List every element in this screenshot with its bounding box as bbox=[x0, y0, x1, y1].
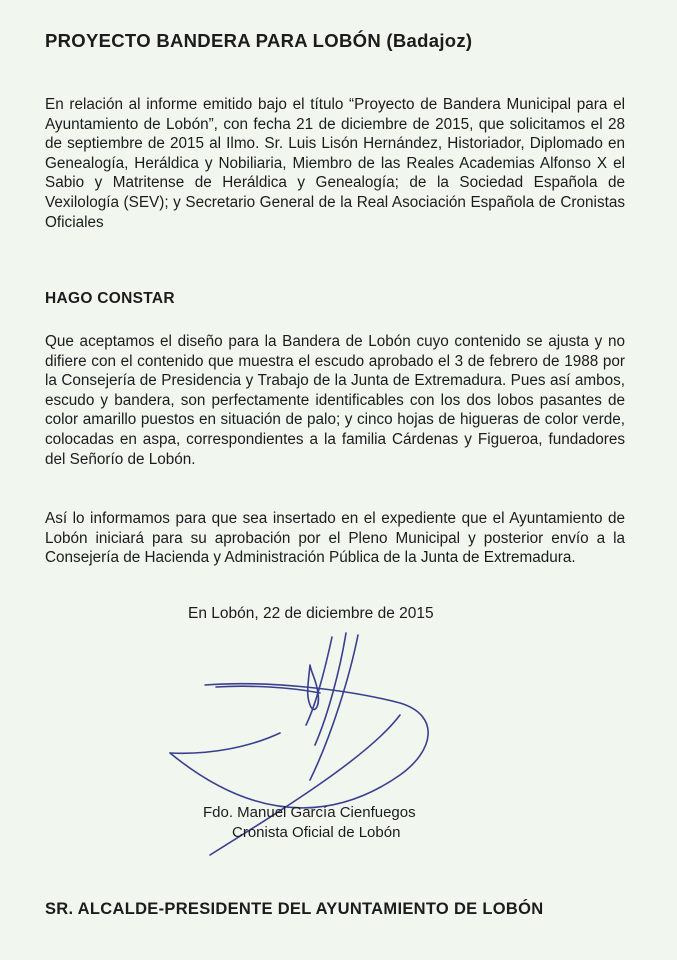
statement-paragraph: Que aceptamos el diseño para la Bandera de Lobón cuyo contenido se ajusta y no difiere con el contenido que muestra el escudo aprobado el 3 de febrero de 1988 por la Consejería de Presidencia y Trabajo de la Junta de Extremadura. Pues así ambos, escudo y bandera, son perfectamente identificables con los dos lobos pasantes de color amarillo puestos en situación de palo; y cinco hojas de higueras de color verde, colocadas en aspa, correspondientes a la familia Cárdenas y Figueroa, fundadores del Señorío de Lobón. bbox=[45, 333, 625, 468]
closing-paragraph: Así lo informamos para que sea insertado en el expediente que el Ayuntamiento de Lobón iniciará para su aprobación por el Pleno Municipal y posterior envío a la Consejería de Hacienda y Administración Pública de la Junta de Extremadura. bbox=[45, 510, 625, 567]
intro-paragraph: En relación al informe emitido bajo el título “Proyecto de Bandera Municipal para el Ayuntamiento de Lobón”, con fecha 21 de diciembre de 2015, que solicitamos el 28 de septiembre de 2015 al Ilmo. Sr. Luis Lisón Hernández, Historiador, Diplomado en Genealogía, Heráldica y Nobiliaria, Miembro de las Reales Academias Alfonso X el Sabio y Matritense de Heráldica y Genealogía; de la Sociedad Española de Vexilología (SEV); y Secretario General de la Real Asociación Española de Cronistas Oficiales bbox=[45, 96, 625, 231]
signatory-role: Cronista Oficial de Lobón bbox=[232, 824, 401, 841]
signatory-name: Fdo. Manuel García Cienfuegos bbox=[203, 804, 416, 821]
document-title: PROYECTO BANDERA PARA LOBÓN (Badajoz) bbox=[45, 30, 473, 51]
section-heading: HAGO CONSTAR bbox=[45, 290, 175, 307]
date-line: En Lobón, 22 de diciembre de 2015 bbox=[188, 605, 434, 622]
addressee-line: SR. ALCALDE-PRESIDENTE DEL AYUNTAMIENTO DE LOBÓN bbox=[45, 900, 544, 918]
